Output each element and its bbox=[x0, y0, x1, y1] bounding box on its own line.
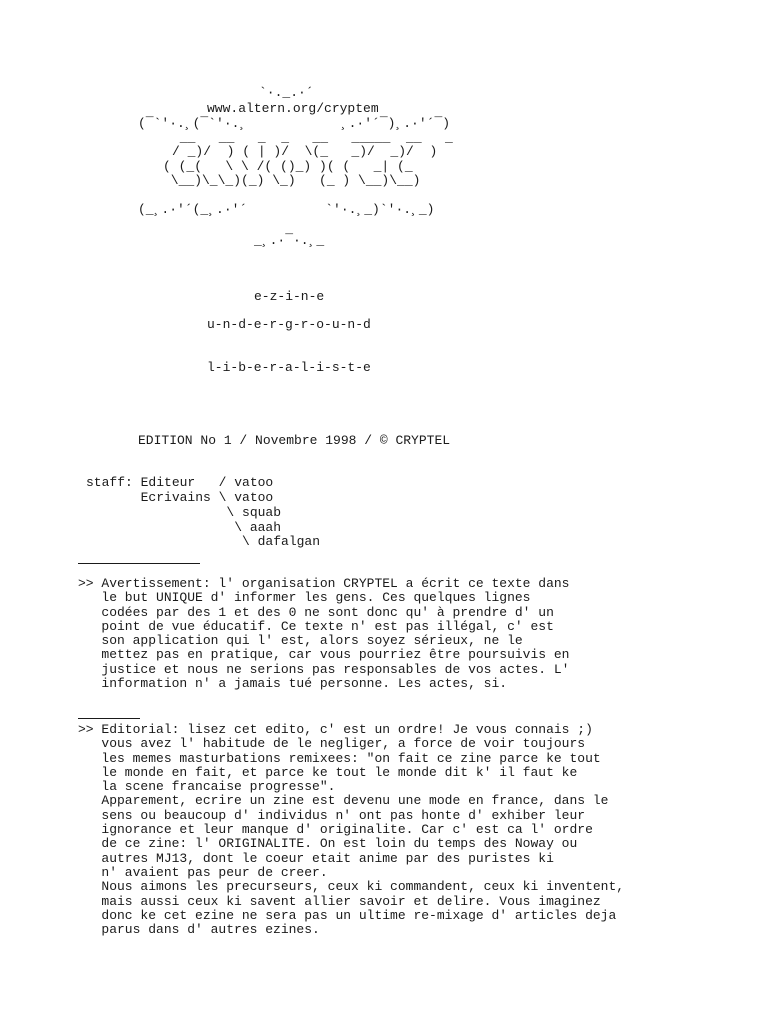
section-divider bbox=[78, 718, 140, 719]
logo-wing-top: (¯`'·.¸(¯`'·.¸ ¸.·'´¯)¸.·'´¯) bbox=[138, 116, 451, 131]
logo-art-line-3: ( (_( \ \ /( ()_) )( ( _| (_ bbox=[163, 159, 413, 174]
staff-writers: Ecrivains \ vatoo bbox=[86, 490, 274, 505]
logo-art-line-2: / _)/ ) ( | )/ \(_ _)/ _)/ ) bbox=[172, 144, 438, 159]
logo-art-line-1: __ __ _ _ __ _____ __ _ bbox=[172, 130, 453, 145]
editorial-paragraph: >> Editorial: lisez cet edito, c' est un ordre! Je vous connais ;) vous avez l' habitude de le negliger, a force de voir toujours les memes masturbations remixees: "on fait ce zine parce ke tout le monde en fait, et parce ke tout le monde dit k' il faut ke la scene francaise progresse". Apparement, ecrire un zine est devenu une mode en france, dans le sens ou beaucoup d' individus n' ont pas honte d' exhiber leur ignorance et leur manque d' originalite. Car c' est ca l' ordre de ce zine: l' ORIGINALITE. On est loin du temps des Noway ou autres MJ13, dont le coeur etait anime par des puristes ki n' avaient pas peur de creer. Nous aimons les precurseurs, ceux ki commandent, ceux ki inventent, mais aussi ceux ki savent allier savoir et delire. Vous imaginez donc ke cet ezine ne sera pas un ultime re-mixage d' articles deja parus dans d' autres ezines. bbox=[78, 722, 625, 938]
tagline-underground: u-n-d-e-r-g-r-o-u-n-d bbox=[207, 317, 371, 332]
staff-editor: staff: Editeur / vatoo bbox=[86, 475, 274, 490]
logo-art-line-4: \__)\_\_)(_) \_) (_ ) \__)\__) bbox=[163, 173, 421, 188]
logo-bottom-arc: _¸.·¯·.¸_ bbox=[254, 233, 325, 248]
staff-writer-squab: \ squab bbox=[86, 505, 282, 520]
logo-wing-bottom: (_¸.·'´(_¸.·'´ `'·.¸_)`'·.¸_) bbox=[138, 202, 435, 217]
site-url: www.altern.org/cryptem bbox=[207, 101, 379, 116]
staff-writer-aaah: \ aaah bbox=[86, 520, 282, 535]
avertissement-paragraph: >> Avertissement: l' organisation CRYPTEL a écrit ce texte dans le but UNIQUE d' informer les gens. Ces quelques lignes codées par des 1 et des 0 ne sont donc qu' à prendre d' un point de vue éducatif. Ce texte n' est pas illégal, c' est son application qui l' est, alors soyez sérieux, ne le mettez pas en pratique, car vous pourriez être poursuivis en justice et nous ne serions pas responsables de vos actes. L' information n' a jamais tué personne. Les actes, si. bbox=[78, 576, 570, 692]
logo-top-arc: `·._.·´ bbox=[259, 85, 314, 100]
tagline-liberaliste: l-i-b-e-r-a-l-i-s-t-e bbox=[207, 360, 371, 375]
staff-writer-dafalgan: \ dafalgan bbox=[86, 534, 321, 549]
edition-line: EDITION No 1 / Novembre 1998 / © CRYPTEL bbox=[138, 433, 451, 448]
tagline-ezine: e-z-i-n-e bbox=[254, 289, 325, 304]
section-divider bbox=[78, 563, 200, 564]
